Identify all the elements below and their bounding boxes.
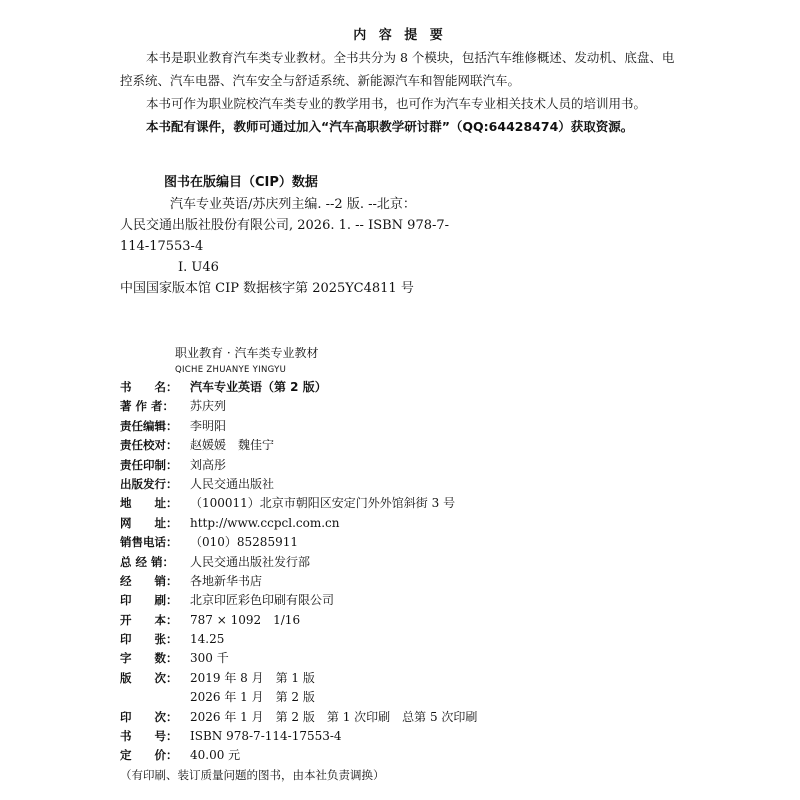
info-value: 人民交通出版社发行部: [190, 554, 311, 569]
info-label: 责任编辑：: [120, 418, 178, 433]
info-row-isbn: [120, 727, 680, 746]
info-label: 责任印制：: [120, 457, 178, 472]
info-label: [120, 688, 190, 707]
info-label: 印 刷：: [120, 593, 178, 608]
info-row-format: [120, 611, 680, 630]
info-label: 书 号：: [120, 729, 178, 744]
info-label: 网 址：: [120, 515, 178, 530]
info-label: 著 作 者：: [120, 399, 175, 414]
info-value: 北京印匠彩色印刷有限公司: [190, 593, 335, 608]
info-row-website: [120, 514, 680, 533]
cip-line: 114-17553-4: [120, 239, 204, 254]
info-label: 印 张：: [120, 632, 178, 647]
cip-block: [120, 172, 560, 299]
info-label: 书 名：: [120, 380, 178, 394]
info-row-distributor: [120, 572, 680, 591]
info-row-sheets: [120, 630, 680, 649]
info-value: http://www.ccpcl.com.cn: [190, 515, 340, 530]
info-label: 字 数：: [120, 651, 178, 666]
info-value: 刘高彤: [190, 457, 227, 472]
info-label: 版 次：: [120, 670, 178, 685]
cip-heading: 图书在版编目（CIP）数据: [164, 175, 318, 190]
courseware-note: 本书配有课件，教师可通过加入“汽车高职教学研讨群”（QQ:64428474）获取资源。: [146, 119, 634, 134]
summary-paragraph: 本书可作为职业院校汽车类专业的教学用书，也可作为汽车专业相关技术人员的培训用书。: [146, 96, 647, 111]
info-value: 赵媛媛 魏佳宁: [190, 438, 275, 453]
info-row-publisher: [120, 475, 680, 494]
info-row-address: [120, 494, 680, 513]
info-value: 787 × 1092 1/16: [190, 612, 301, 627]
info-label: 责任校对：: [120, 438, 178, 453]
info-label: 总 经 销：: [120, 554, 175, 569]
info-label: 印 次：: [120, 709, 178, 724]
info-row-printer: [120, 591, 680, 610]
info-value: 2026 年 1 月 第 2 版 第 1 次印刷 总第 5 次印刷: [190, 709, 478, 724]
info-label: 出版发行：: [120, 476, 178, 491]
info-label: 开 本：: [120, 612, 178, 627]
info-value: 2019 年 8 月 第 1 版: [190, 670, 315, 685]
info-value: 苏庆列: [190, 399, 227, 414]
cip-line: Ⅰ. U46: [178, 260, 219, 275]
info-value: 14.25: [190, 632, 225, 647]
info-value: 各地新华书店: [190, 573, 263, 588]
info-row-title: [120, 378, 680, 397]
info-row-proofreader: [120, 436, 680, 455]
info-value: （010）85285911: [190, 535, 298, 550]
info-value: 300 千: [190, 651, 229, 666]
info-row-printing-supervisor: [120, 456, 680, 475]
info-row-editor: [120, 417, 680, 436]
info-row-price: [120, 746, 680, 765]
info-row-author: [120, 397, 680, 416]
info-value: 2026 年 1 月 第 2 版: [190, 690, 315, 705]
content-summary-title: 内 容 提 要: [353, 28, 447, 43]
content-summary: [120, 46, 676, 138]
info-label: 地 址：: [120, 496, 178, 511]
info-label: 经 销：: [120, 573, 178, 588]
book-info: [120, 344, 680, 785]
cip-line: 中国国家版本馆 CIP 数据核字第 2025YC4811 号: [120, 281, 414, 296]
info-label: 销售电话：: [120, 535, 178, 550]
info-value: 人民交通出版社: [190, 476, 275, 491]
cip-line: 汽车专业英语/苏庆列主编. --2 版. --北京：: [170, 197, 416, 212]
info-row-printing: [120, 708, 680, 727]
summary-paragraph: 本书是职业教育汽车类专业教材。全书共分为 8 个模块，包括汽车维修概述、发动机、底盘、电控系统、汽车电器、汽车安全与舒适系统、新能源汽车和智能网联汽车。: [120, 50, 675, 88]
info-value: （100011）北京市朝阳区安定门外外馆斜街 3 号: [190, 496, 456, 511]
info-row-general-distributor: [120, 553, 680, 572]
info-row-edition-continued: [120, 688, 680, 707]
quality-footnote: （有印刷、装订质量问题的图书，由本社负责调换）: [120, 767, 385, 782]
info-value: ISBN 978-7-114-17553-4: [190, 729, 342, 744]
info-value: 李明阳: [190, 418, 227, 433]
series-name: 职业教育 · 汽车类专业教材: [175, 346, 319, 360]
info-value: 汽车专业英语（第 2 版）: [190, 380, 327, 394]
info-label: 定 价：: [120, 748, 178, 763]
cip-line: 人民交通出版社股份有限公司, 2026. 1. -- ISBN 978-7-: [120, 218, 450, 233]
info-row-word-count: [120, 649, 680, 668]
info-row-edition: [120, 669, 680, 688]
info-value: 40.00 元: [190, 748, 241, 763]
pinyin-title: QICHE ZHUANYE YINGYU: [175, 365, 287, 375]
info-row-sales-phone: [120, 533, 680, 552]
